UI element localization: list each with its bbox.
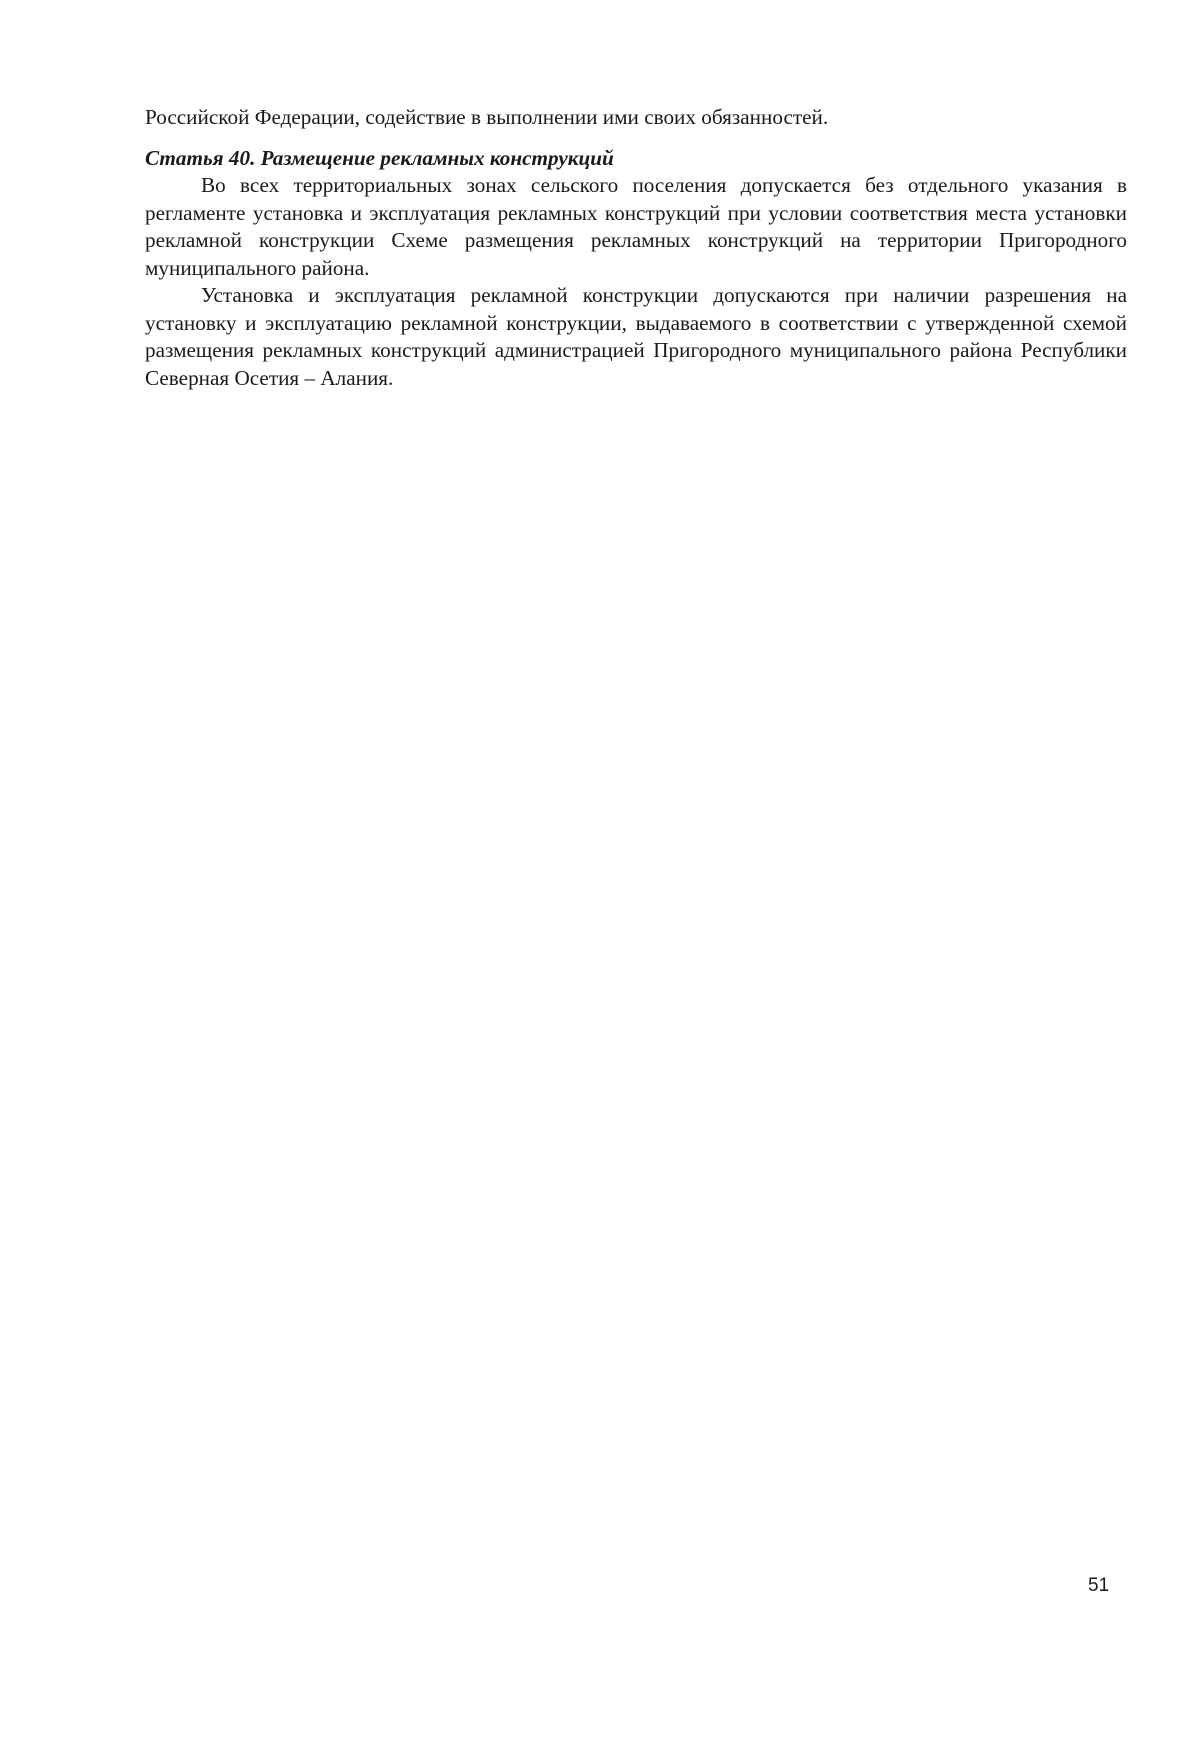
continuation-paragraph: Российской Федерации, содействие в выполнении ими своих обязанностей.	[145, 105, 829, 129]
document-body	[145, 104, 1127, 392]
article-heading: Статья 40. Размещение рекламных конструкций	[145, 145, 614, 170]
article-paragraph: Во всех территориальных зонах сельского поселения допускается без отдельного указания в регламенте установка и эксплуатация рекламных конструкций при условии соответствия места установки рекламной конструкции Схеме размещения рекламных конструкций на территории Пригородного муниципального района.	[145, 173, 1127, 280]
article-paragraph: Установка и эксплуатация рекламной конструкции допускаются при наличии разрешения на установку и эксплуатацию рекламной конструкции, выдаваемого в соответствии с утвержденной схемой размещения рекламных конструкций администрацией Пригородного муниципального района Республики Северная Осетия – Алания.	[145, 283, 1127, 390]
page-number: 51	[1088, 1575, 1110, 1596]
